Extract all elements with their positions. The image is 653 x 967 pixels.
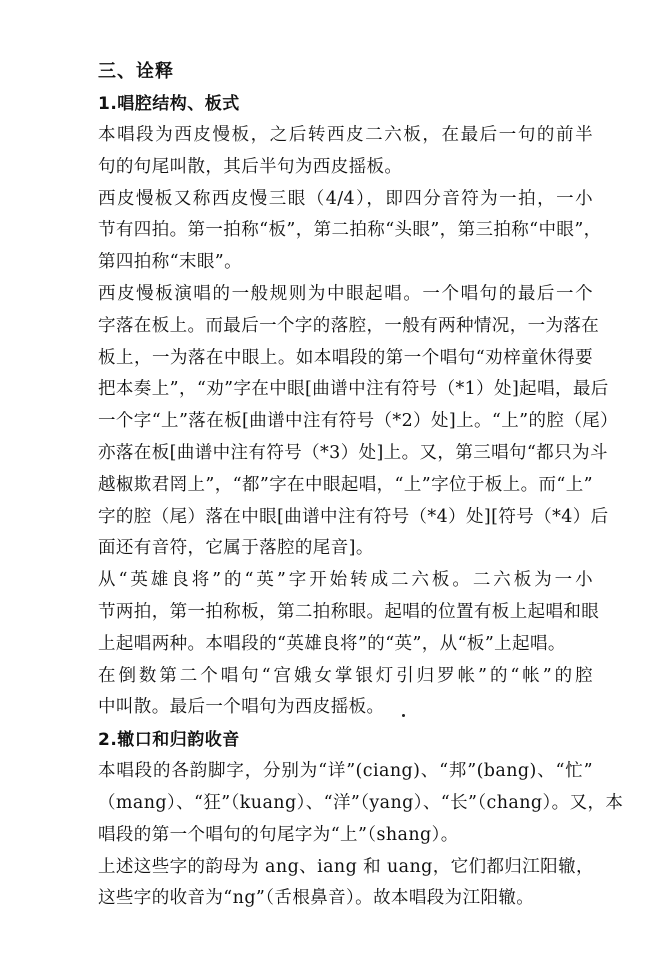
- text-line: 上起唱两种。本唱段的“英雄良将”的“英”，从“板”上起唱。: [98, 633, 566, 654]
- paragraph-1: [57, 120, 593, 184]
- text-line: 本唱段为西皮慢板，之后转西皮二六板，在最后一句的前半: [98, 125, 593, 145]
- text-line: 这些字的收音为“ng”（舌根鼻音）。故本唱段为江阳辙。: [98, 888, 535, 909]
- text-line: 在倒数第二个唱句“宫娥女掌银灯引归罗帐”的“帐”的腔: [98, 665, 593, 686]
- subsection-title-rhyme: 2.辙口和归韵收音: [98, 730, 240, 751]
- text-line: 亦落在板[曲谱中注有符号（*3）处]上。又，第三唱句“都只为斗: [98, 442, 608, 463]
- subsection-title-structure: 1.唱腔结构、板式: [98, 94, 240, 114]
- text-line: （mang）、“狂”（kuang）、“洋”（yang）、“长”（chang）。又，本: [98, 792, 624, 813]
- text-line: 上述这些字的韵母为 ang、iang 和 uang，它们都归江阳辙，: [98, 856, 594, 877]
- paragraph-4: [57, 565, 600, 660]
- text-line: 第四拍称“末眼”。: [98, 252, 242, 273]
- text-line: 节有四拍。第一拍称“板”，第二拍称“头眼”，第三拍称“中眼”，: [98, 220, 602, 241]
- text-line: 板上，一为落在中眼上。如本唱段的第一个唱句“劝梓童休得要: [98, 347, 593, 368]
- paragraph-6: [57, 756, 624, 851]
- text-line: 中叫散。最后一个唱句为西皮摇板。: [98, 697, 385, 718]
- paragraph-7: [57, 852, 593, 916]
- section-title: 三、诠释: [98, 61, 174, 82]
- paragraph-5: [57, 661, 593, 725]
- text-line: 西皮慢板又称西皮慢三眼（4/4），即四分音符为一拍，一小: [98, 188, 593, 209]
- text-line: 面还有音符，它属于落腔的尾音]。: [98, 538, 374, 559]
- text-line: 字落在板上。而最后一个字的落腔，一般有两种情况，一为落在: [98, 315, 600, 336]
- text-line: 节两拍，第一拍称板，第二拍称眼。起唱的位置有板上起唱和眼: [98, 601, 600, 622]
- text-line: 从“英雄良将”的“英”字开始转成二六板。二六板为一小: [98, 570, 593, 591]
- text-line: 字的腔（尾）落在中眼[曲谱中注有符号（*4）处][符号（*4）后: [98, 506, 609, 527]
- text-line: 越椒欺君罔上”，“都”字在中眼起唱，“上”字位于板上。而“上”: [98, 474, 594, 495]
- text-line: 句的句尾叫散，其后半句为西皮摇板。: [98, 156, 403, 177]
- text-line: 唱段的第一个唱句的句尾字为“上”（shang）。: [98, 824, 459, 845]
- text-line: 把本奏上”，“劝”字在中眼[曲谱中注有符号（*1）处]起唱，最后: [98, 379, 609, 400]
- text-line: 本唱段的各韵脚字，分别为“详”(ciang)、“邦”(bang)、“忙”: [98, 761, 593, 782]
- paragraph-2: [57, 184, 602, 279]
- text-line: 西皮慢板演唱的一般规则为中眼起唱。一个唱句的最后一个: [98, 283, 593, 304]
- text-line: 一个字“上”落在板[曲谱中注有符号（*2）处]上。“上”的腔（尾）: [98, 411, 619, 432]
- paragraph-3: [57, 279, 619, 565]
- stray-dot-mark: [402, 714, 405, 717]
